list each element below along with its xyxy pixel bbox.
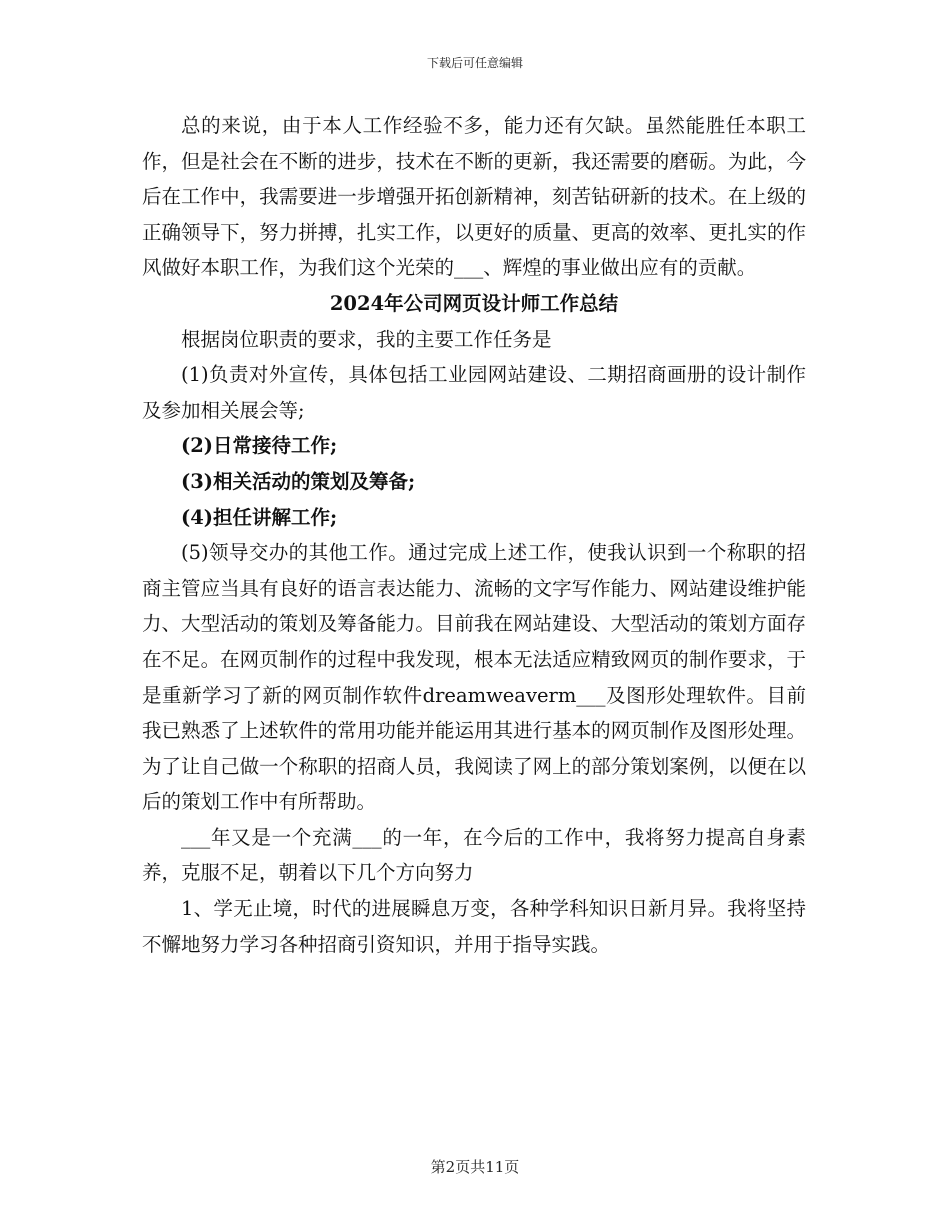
paragraph-direction-1: 1、学无止境，时代的进展瞬息万变，各种学科知识日新月异。我将坚持不懈地努力学习各种招商引资知识，并用于指导实践。 — [142, 897, 806, 956]
paragraph-duties-intro: 根据岗位职责的要求，我的主要工作任务是 — [181, 327, 552, 351]
list-item-1: (1)负责对外宣传，具体包括工业园网站建设、二期招商画册的设计制作及参加相关展会等; — [142, 363, 806, 422]
list-item-5: (5)领导交办的其他工作。通过完成上述工作，使我认识到一个称职的招商主管应当具有良好的语言表达能力、流畅的文字写作能力、网站建设维护能力、大型活动的策划及筹备能力。目前我在网站建设、大型活动的策划方面存在不足。在网页制作的过程中我发现，根本无法适应精致网页的制作要求，于是重新学习了新的网页制作软件dreamweaverm___及图形处理软件。目前我已熟悉了上述软件的常用功能并能运用其进行基本的网页制作及图形处理。为了让自己做一个称职的招商人员，我阅读了网上的部分策划案例，以便在以后的策划工作中有所帮助。 — [142, 541, 806, 814]
list-item-3: (3)相关活动的策划及筹备; — [181, 469, 416, 493]
list-item-4: (4)担任讲解工作; — [181, 505, 338, 529]
paragraph-next-year: ___年又是一个充满___的一年，在今后的工作中，我将努力提高自身素养，克服不足，朝着以下几个方向努力 — [142, 825, 806, 885]
list-item-2: (2)日常接待工作; — [181, 434, 338, 458]
page-header: 下载后可任意编辑 — [426, 56, 523, 70]
page-footer: 第2页共11页 — [430, 1158, 520, 1176]
document-body — [142, 108, 806, 962]
section-title: 2024年公司网页设计师工作总结 — [329, 291, 619, 315]
paragraph-summary: 总的来说，由于本人工作经验不多，能力还有欠缺。虽然能胜任本职工作，但是社会在不断的进步，技术在不断的更新，我还需要的磨砺。为此，今后在工作中，我需要进一步增强开拓创新精神，刻苦钻研新的技术。在上级的正确领导下，努力拼搏，扎实工作，以更好的质量、更高的效率、更扎实的作风做好本职工作，为我们这个光荣的___、辉煌的事业做出应有的贡献。 — [142, 114, 806, 280]
